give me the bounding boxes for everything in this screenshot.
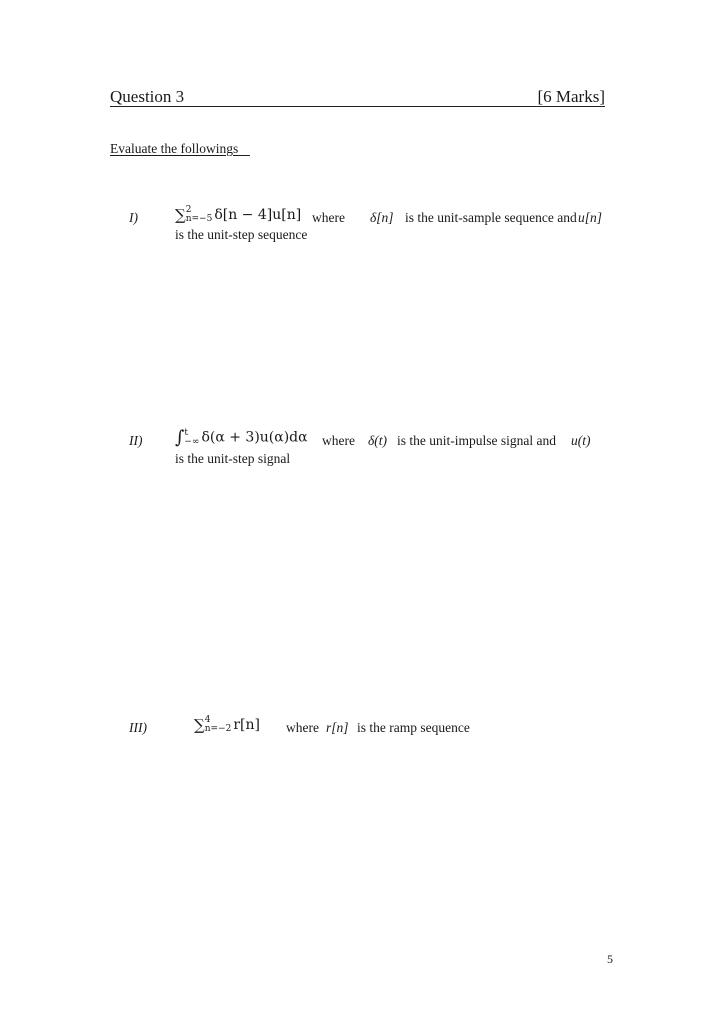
integrand: δ(α + 3)u(α)dα bbox=[201, 429, 308, 446]
header-underline bbox=[110, 88, 605, 107]
upper-limit: 4 bbox=[204, 715, 211, 725]
integral-symbol: ∫ bbox=[175, 427, 185, 448]
sum-limits bbox=[205, 716, 232, 734]
part-2-symbol-2: u(t) bbox=[571, 433, 591, 448]
part-3-where: where bbox=[286, 720, 319, 735]
part-3-symbol: r[n] bbox=[326, 720, 349, 735]
part-2-description: is the unit-impulse signal and bbox=[397, 433, 556, 448]
integral-limits bbox=[184, 429, 199, 447]
part-1-symbol-2: u[n] bbox=[578, 210, 603, 225]
part-1-expression bbox=[175, 206, 301, 224]
part-2-expression bbox=[175, 427, 308, 448]
part-2-symbol: δ(t) bbox=[368, 433, 388, 448]
part-2-where: where bbox=[322, 433, 355, 448]
part-3-number: III) bbox=[129, 720, 147, 735]
part-2-line-2: is the unit-step signal bbox=[175, 451, 291, 466]
sum-symbol: ∑ bbox=[194, 716, 205, 734]
part-2-number: II) bbox=[129, 433, 143, 448]
sum-limits bbox=[186, 206, 213, 224]
part-1-symbol: δ[n] bbox=[370, 210, 394, 225]
page-number: 5 bbox=[607, 952, 613, 966]
upper-limit: 2 bbox=[185, 205, 192, 215]
summand: δ[n − 4]u[n] bbox=[214, 207, 302, 223]
part-1-line-2: is the unit-step sequence bbox=[175, 227, 308, 242]
part-1-description: is the unit-sample sequence and bbox=[405, 210, 577, 225]
part-3-description: is the ramp sequence bbox=[357, 720, 470, 735]
summand: r[n] bbox=[233, 717, 260, 733]
lower-limit: n=−2 bbox=[204, 724, 232, 734]
upper-limit: t bbox=[184, 427, 189, 438]
question-title: Question 3 bbox=[110, 87, 185, 106]
question-marks: [6 Marks] bbox=[537, 87, 605, 106]
lower-limit: −∞ bbox=[184, 436, 200, 447]
part-1-where: where bbox=[312, 210, 345, 225]
instruction-label: Evaluate the followings bbox=[110, 141, 239, 156]
instruction-text bbox=[110, 141, 250, 157]
part-3-expression bbox=[194, 716, 260, 734]
part-1-number: I) bbox=[129, 210, 138, 225]
lower-limit: n=−5 bbox=[185, 214, 213, 224]
sum-symbol: ∑ bbox=[175, 206, 186, 224]
